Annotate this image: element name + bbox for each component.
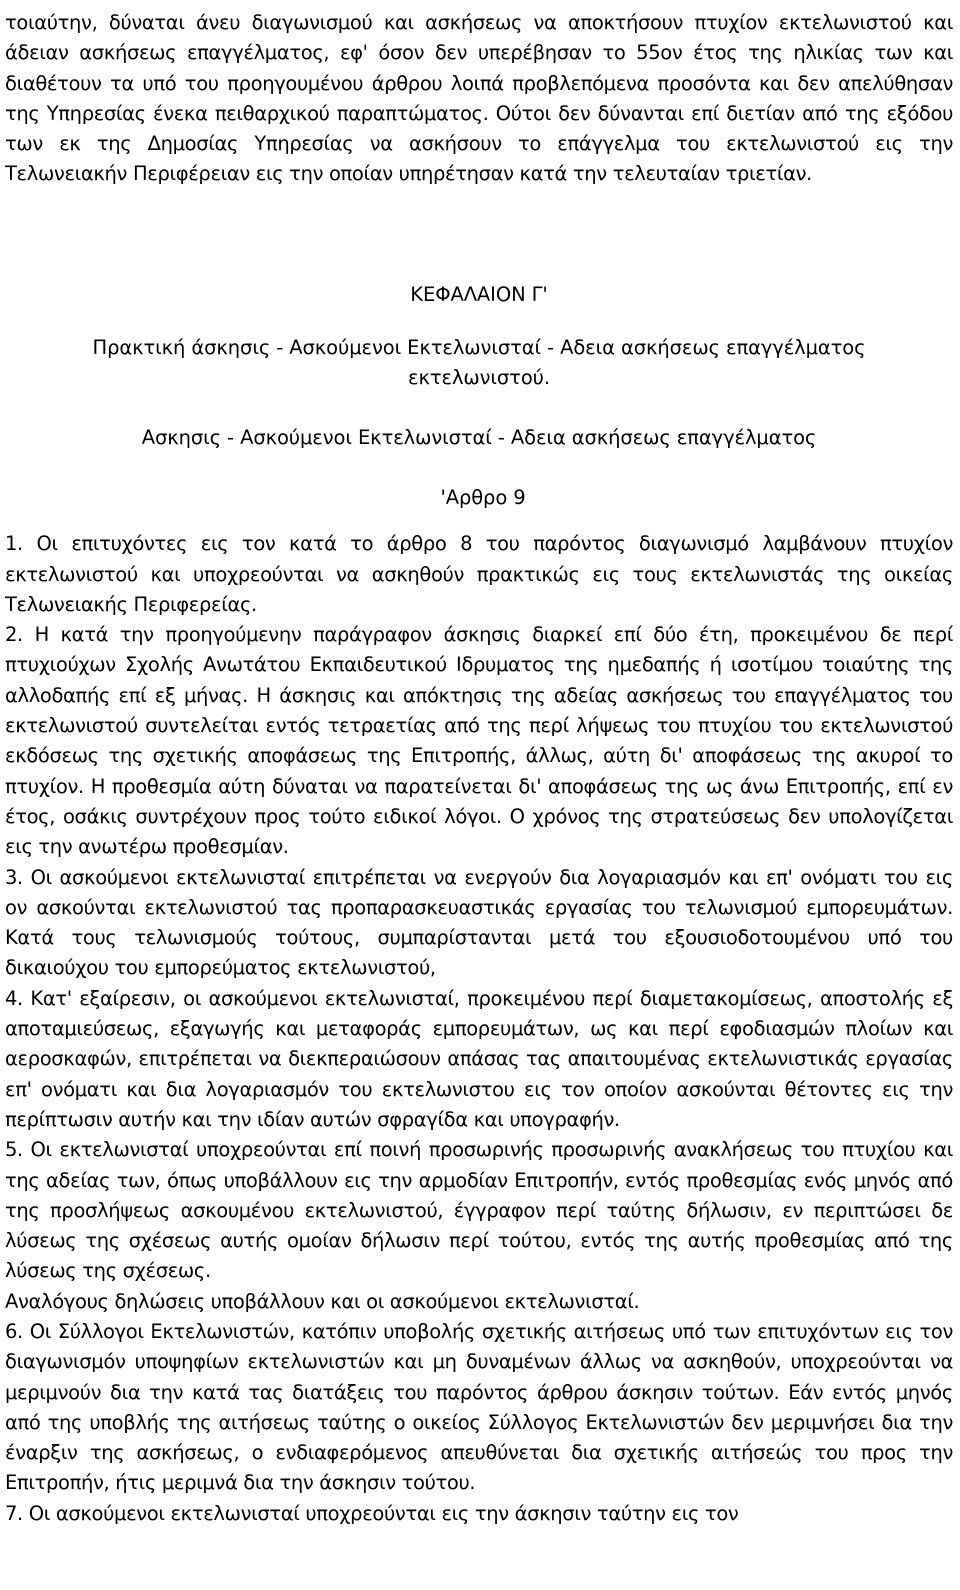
article-paragraph-2: 2. Η κατά την προηγούμενην παράγραφον άσκησις διαρκεί επί δύο έτη, προκειμένου δε περί πτυχιούχων Σχολής Ανωτάτου Εκπαιδευτικού Ιδρυματος της ημεδαπής ή ισοτίμου τοιαύτης της αλλοδαπής επί εξ μήνας. Η άσκησις και απόκτησις της αδείας ασκήσεως του επαγγέλματος του εκτελωνιστού συντελείται εντός τετραετίας από της περί λήψεως του πτυχίου του εκτελωνιστού εκδόσεως της σχετικής αποφάσεως της Επιτροπής, άλλως, αύτη δι' αποφάσεως της ακυροί το πτυχίον. Η προθεσμία αύτη δύναται να παρατείνεται δι' αποφάσεως της ως άνω Επιτροπής, επί εν έτος, οσάκις συντρέχουν προς τούτο ειδικοί λόγοι. Ο χρόνος της στρατεύσεως δεν υπολογίζεται εις την ανωτέρω προθεσμίαν. <box>5 623 953 859</box>
article-paragraph-4: 4. Κατ' εξαίρεσιν, οι ασκούμενοι εκτελωνισταί, προκειμένου περί διαμετακομίσεως, αποστολής εξ αποταμιεύσεως, εξαγωγής και μεταφοράς εμπορευμάτων, ως και περί εφοδιασμών πλοίων και αεροσκαφών, επιτρέπεται να διεκπεραιώσουν απάσας τας απαιτουμένας εκτελωνιστικάς εργασίας επ' ονόματι και δια λογαριασμόν του εκτελωνιστου εις τον οποίον ασκούνται θέτοντες εις την περίπτωσιν αυτήν και την ιδίαν αυτών σφραγίδα και υπογραφήν. <box>5 986 953 1131</box>
chapter-title: ΚΕΦΑΛΑΙΟΝ Γ' <box>410 282 548 306</box>
article-paragraph-5: 5. Οι εκτελωνισταί υποχρεούνται επί ποινή προσωρινής προσωρινής ανακλήσεως του πτυχίου και της αδείας των, όπως υποβάλλουν εις την αρμοδίαν Επιτροπήν, εντός προθεσμίας ενός μηνός από της προσλήψεως ασκουμένου εκτελωνιστού, έγγραφον περί ταύτης δήλωσιν, εν περιπτώσει δε λύσεως της σχέσεως αυτής ομοίαν δήλωσιν περί τούτου, εντός της αυτής προθεσμίας από της λύσεως της σχέσεως. <box>5 1138 953 1283</box>
chapter-subtitle: Πρακτική άσκησις - Ασκούμενοι Εκτελωνισταί - Αδεια ασκήσεως επαγγέλματος εκτελωνιστού. <box>92 336 866 390</box>
document-page <box>5 0 953 1529</box>
article-paragraph-1: 1. Οι επιτυχόντες εις τον κατά το άρθρο 8 του παρόντος διαγωνισμό λαμβάνουν πτυχίον εκτελωνιστού και υποχρεούνται να ασκηθούν πρακτικώς εις τους εκτελωνιστάς της οικείας Τελωνειακής Περιφερείας. <box>5 532 953 616</box>
article-title: 'Αρθρο 9 <box>440 485 526 509</box>
article-paragraph-6: 6. Οι Σύλλογοι Εκτελωνιστών, κατόπιν υποβολής σχετικής αιτήσεως υπό των επιτυχόντων εις τον διαγωνισμόν υποψηφίων εκτελωνιστών και μη δυναμένων άλλως να ασκηθούν, υποχρεούνται να μεριμνούν δια την κατά τας διατάξεις του παρόντος άρθρου άσκησιν τούτων. Εάν εντός μηνός από της υποβλής της αιτήσεως ταύτης ο οικείος Σύλλογος Εκτελωνιστών δεν μεριμνήσει δια την έναρξιν της ασκήσεως, ο ενδιαφερόμενος απευθύνεται δια σχετικής αιτήσεώς του προς την Επιτροπήν, ήτις μεριμνά δια την άσκησιν τούτου. <box>5 1319 953 1495</box>
article-paragraph-7: 7. Οι ασκούμενοι εκτελωνισταί υποχρεούνται εις την άσκησιν ταύτην εις τον <box>5 1501 739 1525</box>
intro-paragraph: τοιαύτην, δύναται άνευ διαγωνισμού και ασκήσεως να αποκτήσουν πτυχίον εκτελωνιστού και άδειαν ασκήσεως επαγγέλματος, εφ' όσον δεν υπερέβησαν το 55ον έτος της ηλικίας των και διαθέτουν τα υπό του προηγουμένου άρθρου λοιπά προβλεπόμενα προσόντα και δεν απελύθησαν της Υπηρεσίας ένεκα πειθαρχικού παραπτώματος. Ούτοι δεν δύνανται επί διετίαν από της εξόδου των εκ της Δημοσίας Υπηρεσίας να ασκήσουν το επάγγελμα του εκτελωνιστού εις την Τελωνειακήν Περιφέρειαν εις την οποίαν υπηρέτησαν κατά την τελευταίαν τριετίαν. <box>5 11 953 186</box>
article-paragraph-5-note: Αναλόγους δηλώσεις υποβάλλουν και οι ασκούμενοι εκτελωνισταί. <box>5 1289 640 1313</box>
section-title: Ασκησις - Ασκούμενοι Εκτελωνισταί - Αδεια ασκήσεως επαγγέλματος <box>141 425 817 449</box>
article-paragraph-3: 3. Οι ασκούμενοι εκτελωνισταί επιτρέπεται να ενεργούν δια λογαριασμόν και επ' ονόματι του εις ον ασκούνται εκτελωνιστού τας προπαρασκευαστικάς εργασίας του τελωνισμού εμπορευμάτων. Κατά τους τελωνισμούς τούτους, συμπαρίστανται μετά του εξουσιοδοτουμένου υπό του δικαιούχου του εμπορεύματος εκτελωνιστού, <box>5 865 953 980</box>
